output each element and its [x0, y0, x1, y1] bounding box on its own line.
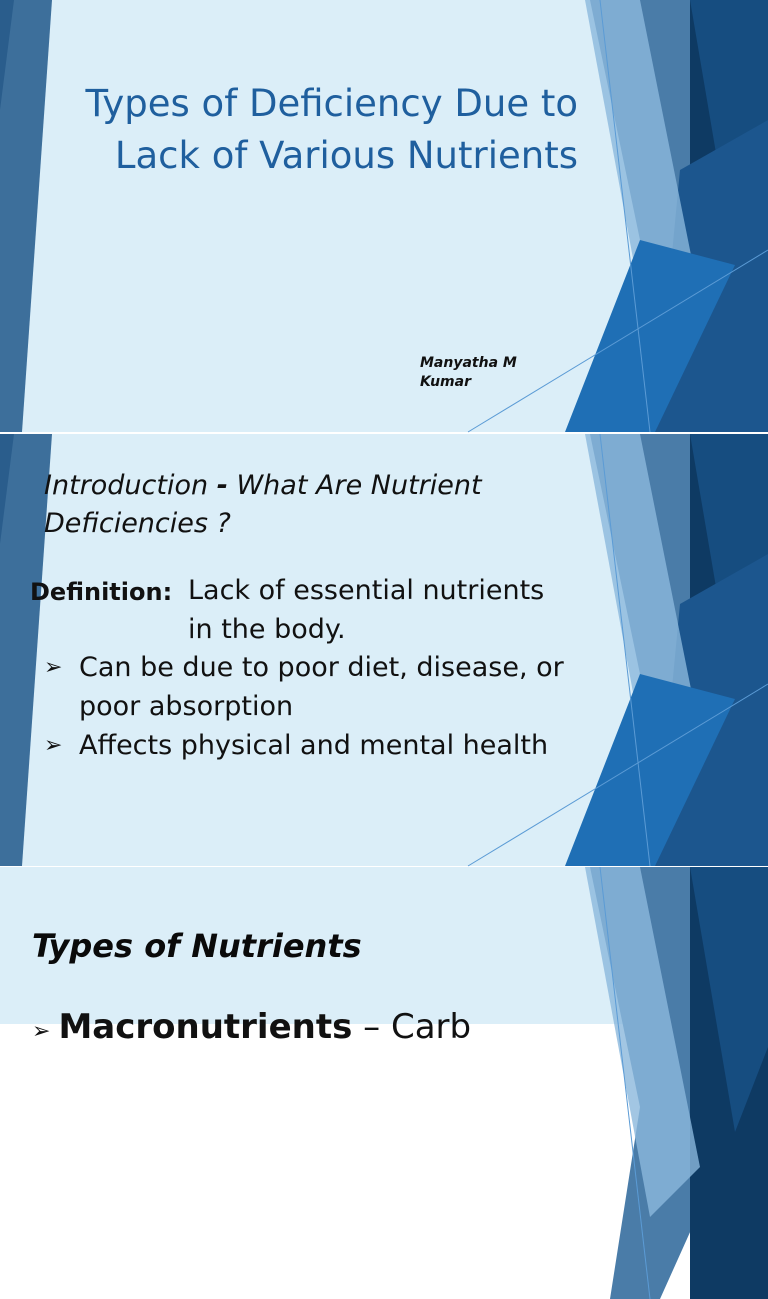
arrow-bullet-icon: ➢ — [44, 655, 63, 680]
intro-text-part-1: Introduction — [44, 470, 217, 501]
title-slide — [0, 0, 768, 432]
introduction-slide — [0, 434, 768, 866]
definition-text: Lack of essential nutrients in the body. — [188, 575, 545, 645]
intro-dash: - — [216, 470, 228, 501]
macronutrients-label: Macronutrients — [58, 1007, 353, 1047]
list-item — [44, 648, 564, 726]
slide-title: Types of Deficiency Due to Lack of Various Nutrients — [85, 82, 578, 177]
slide-decoration — [0, 0, 768, 432]
author-line-1: Manyatha M — [420, 355, 517, 371]
author-name — [420, 354, 560, 392]
bullet-text: Can be due to poor diet, disease, or poor absorption — [79, 652, 564, 722]
author-line-2: Kumar — [420, 374, 471, 390]
types-slide — [0, 867, 768, 1047]
arrow-bullet-icon: ➢ — [32, 1019, 51, 1044]
list-item — [44, 726, 564, 765]
macronutrients-text: – Carb — [352, 1007, 472, 1047]
intro-heading — [44, 467, 524, 543]
arrow-bullet-icon: ➢ — [44, 733, 63, 758]
types-heading: Types of Nutrients — [32, 927, 362, 965]
definition-label: Definition: — [30, 578, 173, 606]
bullet-text: Affects physical and mental health — [79, 730, 549, 761]
intro-text-part-2: What Are Nutrient Deficiencies ? — [44, 470, 482, 539]
list-item — [32, 1007, 471, 1047]
bullet-list — [44, 648, 564, 765]
